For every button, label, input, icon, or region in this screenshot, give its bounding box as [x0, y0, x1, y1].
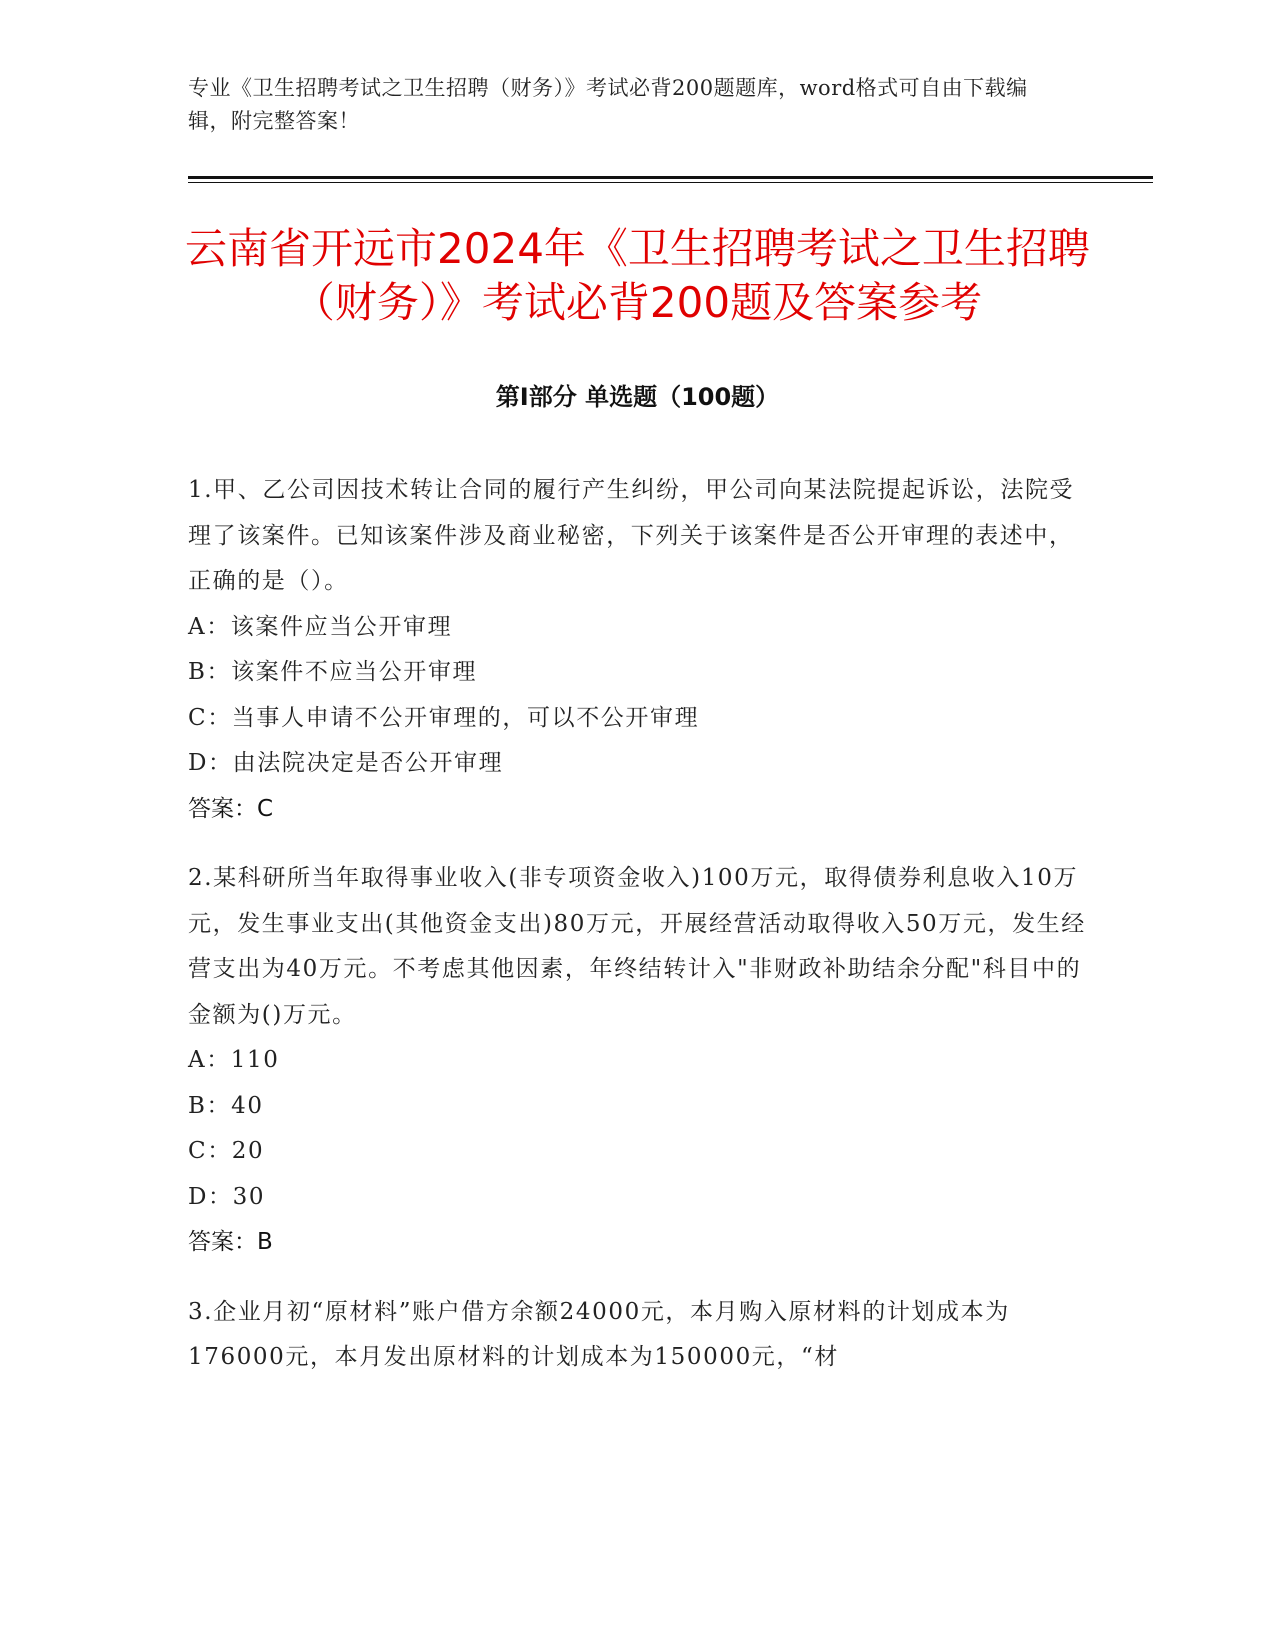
section-title: 第Ⅰ部分 单选题（100题） — [495, 383, 780, 411]
question-stem: 2.某科研所当年取得事业收入(非专项资金收入)100万元，取得债券利息收入10万元，发生事业支出(其他资金支出)80万元，开展经营活动取得收入50万元，发生经营支出为40万元。不考虑其他因素，年终结转计入"非财政补助结余分配"科目中的金额为()万元。 — [188, 865, 1086, 1028]
option-a: A：110 — [188, 1047, 280, 1073]
header-divider-thin — [188, 182, 1153, 183]
header-note: 专业《卫生招聘考试之卫生招聘（财务）》考试必背200题题库，word格式可自由下载编辑，附完整答案！ — [188, 76, 1028, 133]
answer-label: 答案：B — [188, 1229, 273, 1255]
option-c: C：当事人申请不公开审理的，可以不公开审理 — [188, 704, 700, 731]
option-c: C：20 — [188, 1138, 265, 1164]
question-list — [188, 468, 1088, 1405]
question-1 — [188, 468, 1088, 832]
header-divider-thick — [188, 176, 1153, 179]
question-stem: 3.企业月初“原材料”账户借方余额24000元，本月购入原材料的计划成本为176000元，本月发出原材料的计划成本为150000元，“材 — [188, 1298, 1010, 1370]
option-b: B：该案件不应当公开审理 — [188, 659, 478, 685]
question-3 — [188, 1290, 1088, 1381]
option-a: A：该案件应当公开审理 — [188, 613, 453, 640]
question-2 — [188, 856, 1088, 1266]
answer-label: 答案：C — [188, 795, 274, 822]
document-title: 云南省开远市2024年《卫生招聘考试之卫生招聘（财务）》考试必背200题及答案参考 — [185, 224, 1090, 327]
question-stem: 1.甲、乙公司因技术转让合同的履行产生纠纷，甲公司向某法院提起诉讼，法院受理了该案件。已知该案件涉及商业秘密，下列关于该案件是否公开审理的表述中，正确的是（）。 — [188, 477, 1075, 594]
option-b: B：40 — [188, 1092, 264, 1119]
option-d: D：由法院决定是否公开审理 — [188, 750, 504, 776]
option-d: D：30 — [188, 1183, 266, 1210]
